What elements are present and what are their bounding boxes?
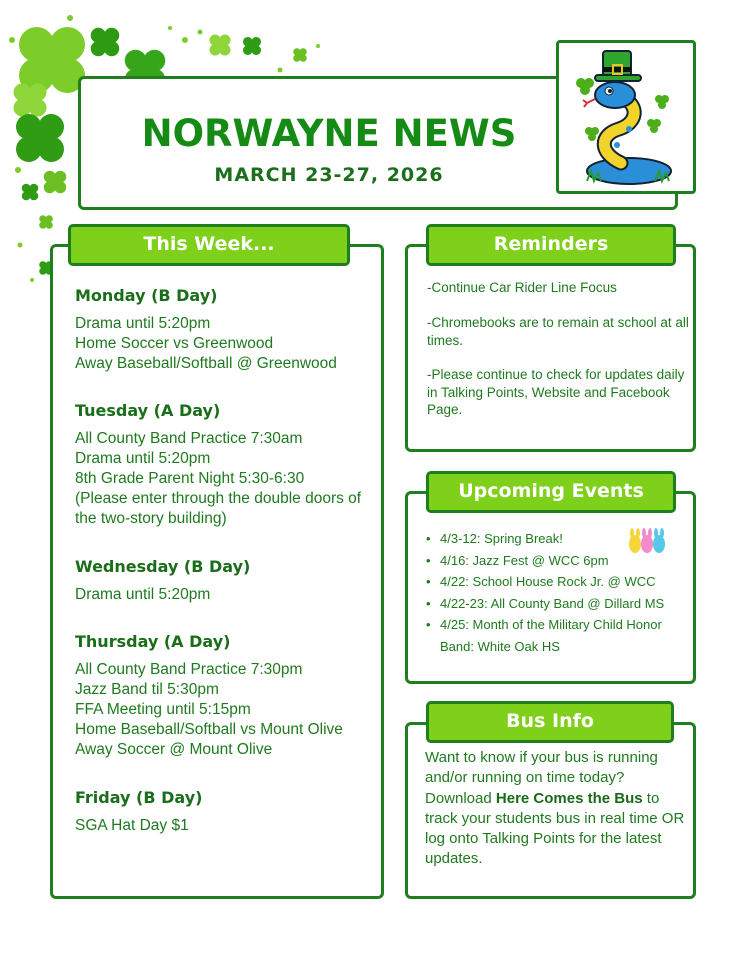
bus-app-name: Here Comes the Bus bbox=[495, 789, 643, 807]
day-events-tuesday bbox=[75, 429, 361, 529]
day-events-wednesday bbox=[75, 585, 210, 605]
event-item: Drama until 5:20pm bbox=[75, 586, 211, 603]
list-item: • 4/25: Month of the Military Child Honor Band: White Oak HS bbox=[440, 614, 690, 657]
event-item: Drama until 5:20pm bbox=[75, 450, 211, 467]
list-item: • 4/22: School House Rock Jr. @ WCC bbox=[440, 571, 690, 593]
event-item: (Please enter through the double doors of bbox=[75, 490, 362, 507]
shamrock-icon bbox=[14, 84, 47, 117]
list-item: • 4/3-12: Spring Break! bbox=[440, 528, 690, 550]
day-heading-wednesday: Wednesday (B Day) bbox=[75, 557, 251, 576]
list-item: • 4/22-23: All County Band @ Dillard MS bbox=[440, 593, 690, 615]
bus-info-download-suffix: to track your students bus in real time OR log onto Talking Points for the latest updates. bbox=[425, 789, 685, 868]
shamrock-icon bbox=[39, 215, 53, 229]
newsletter-date: MARCH 23-27, 2026 bbox=[214, 164, 444, 186]
event-item: Home Soccer vs Greenwood bbox=[75, 335, 274, 352]
event-item: 8th Grade Parent Night 5:30-6:30 bbox=[75, 470, 305, 487]
event-item: All County Band Practice 7:30am bbox=[75, 430, 303, 447]
reminders-tab: Reminders bbox=[426, 224, 676, 266]
bus-info-download-prefix: Download bbox=[425, 789, 496, 807]
logo-box bbox=[556, 40, 696, 194]
snake-leprechaun-icon bbox=[559, 43, 693, 191]
day-events-thursday bbox=[75, 660, 343, 760]
shamrock-icon bbox=[44, 171, 67, 194]
reminder-item: -Continue Car Rider Line Focus bbox=[427, 280, 617, 295]
shamrock-icon bbox=[19, 27, 85, 93]
event-item: the two-story building) bbox=[75, 510, 227, 527]
reminder-item: -Chromebooks are to remain at school at all times. bbox=[427, 315, 689, 348]
shamrock-icon bbox=[16, 114, 64, 162]
day-events-friday bbox=[75, 816, 189, 836]
event-item: Jazz Band til 5:30pm bbox=[75, 681, 219, 698]
day-heading-thursday: Thursday (A Day) bbox=[75, 632, 231, 651]
event-item: Away Baseball/Softball @ Greenwood bbox=[75, 355, 337, 372]
event-item: Home Baseball/Softball vs Mount Olive bbox=[75, 721, 343, 738]
shamrock-icon bbox=[243, 37, 261, 55]
event-item: SGA Hat Day $1 bbox=[75, 817, 189, 834]
shamrock-icon bbox=[293, 48, 307, 62]
this-week-tab: This Week... bbox=[68, 224, 350, 266]
upcoming-events-tab: Upcoming Events bbox=[426, 471, 676, 513]
shamrock-icon bbox=[210, 35, 231, 56]
reminder-item: -Please continue to check for updates daily in Talking Points, Website and Facebook Page. bbox=[427, 367, 685, 417]
shamrock-icon bbox=[91, 28, 120, 57]
list-item: • 4/16: Jazz Fest @ WCC 6pm bbox=[440, 550, 690, 572]
bus-info-text bbox=[425, 748, 687, 870]
event-item: Drama until 5:20pm bbox=[75, 315, 211, 332]
newsletter-title: NORWAYNE NEWS bbox=[141, 112, 517, 155]
day-heading-tuesday: Tuesday (A Day) bbox=[75, 401, 221, 420]
event-item: FFA Meeting until 5:15pm bbox=[75, 701, 251, 718]
peeps-bunnies-icon bbox=[628, 528, 666, 554]
event-item: Away Soccer @ Mount Olive bbox=[75, 741, 273, 758]
shamrock-icon bbox=[22, 184, 39, 201]
event-item: All County Band Practice 7:30pm bbox=[75, 661, 303, 678]
day-heading-monday: Monday (B Day) bbox=[75, 286, 218, 305]
day-heading-friday: Friday (B Day) bbox=[75, 788, 203, 807]
day-events-monday bbox=[75, 314, 337, 374]
bus-info-tab: Bus Info bbox=[426, 701, 674, 743]
bus-info-intro: Want to know if your bus is running and/or running on time today? bbox=[425, 749, 658, 787]
